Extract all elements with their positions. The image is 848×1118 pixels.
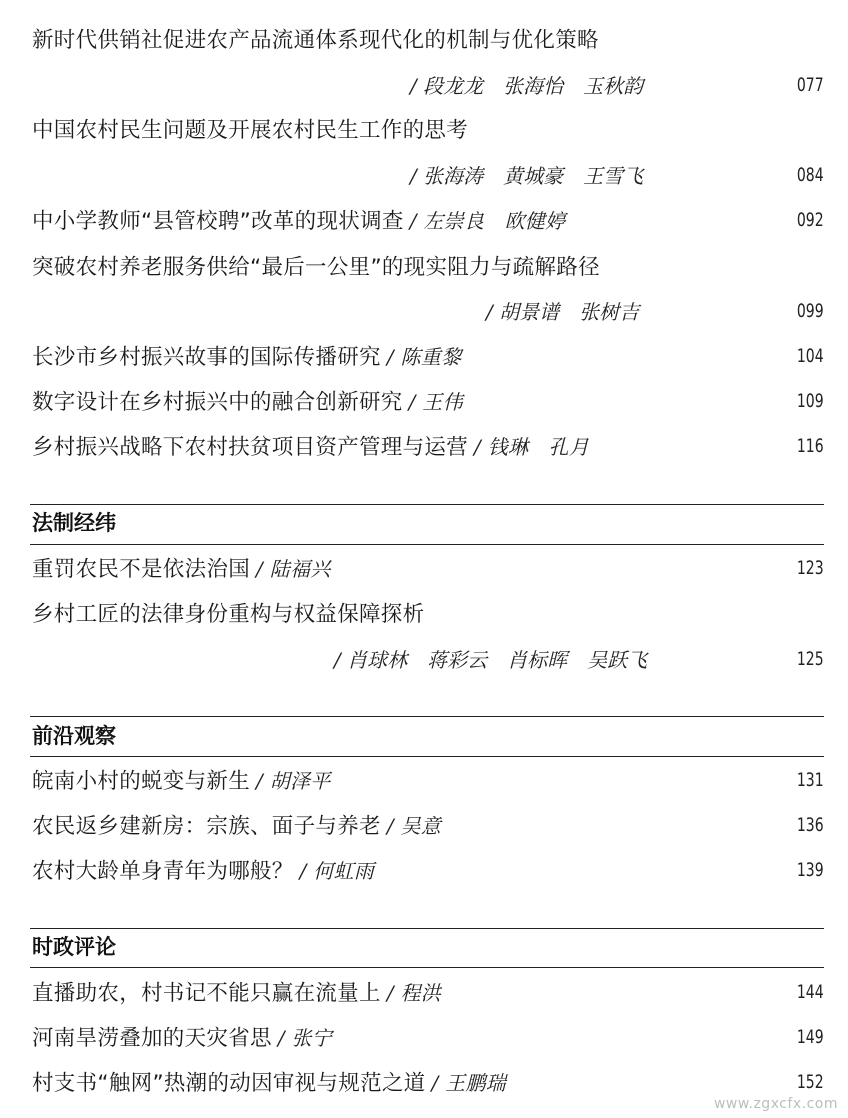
- toc-entry-page: 136: [797, 814, 824, 836]
- toc-entry-authors: / 胡景谱 张树吉: [486, 300, 640, 324]
- toc-entry-title: 皖南小村的蜕变与新生: [32, 769, 251, 794]
- toc-entry-authors: / 王鹏瑞: [431, 1071, 507, 1095]
- toc-entry-page: 084: [797, 164, 824, 186]
- toc-entry-title: 村支书“触网”热潮的动因审视与规范之道: [32, 1071, 426, 1096]
- toc-entry-title: 农村大龄单身青年为哪般？: [32, 859, 294, 884]
- toc-entry-page: 077: [797, 74, 824, 96]
- toc-entry-authors: / 陆福兴: [256, 557, 331, 581]
- toc-entry-authors: / 张海涛 黄城豪 王雪飞: [410, 164, 644, 188]
- toc-entry-title: 河南旱涝叠加的天灾省思: [32, 1026, 272, 1051]
- toc-entry-page: 125: [797, 648, 824, 670]
- section-rule-top: [30, 928, 824, 929]
- section-rule-top: [30, 716, 824, 717]
- toc-entry-title[interactable]: 中国农村民生问题及开展农村民生工作的思考: [32, 118, 469, 143]
- section-rule-bottom: [30, 967, 824, 968]
- toc-entry-line[interactable]: [32, 983, 441, 1005]
- toc-entry-page: 109: [797, 390, 824, 412]
- toc-entry-authors: / 胡泽平: [256, 769, 331, 793]
- toc-entry-title: 乡村振兴战略下农村扶贫项目资产管理与运营: [32, 435, 469, 460]
- toc-entry-authors: / 程洪: [386, 981, 442, 1005]
- toc-entry-line[interactable]: [32, 816, 441, 838]
- toc-entry-line[interactable]: [32, 347, 461, 369]
- toc-entry-line[interactable]: [32, 1073, 506, 1095]
- section-title: 前沿观察: [32, 724, 116, 748]
- toc-entry-page: 099: [797, 300, 824, 322]
- toc-entry-title[interactable]: 新时代供销社促进农产品流通体系现代化的机制与优化策略: [32, 28, 599, 53]
- watermark: www.zgxcfx.com: [713, 1096, 838, 1112]
- toc-entry-page: 131: [797, 769, 824, 791]
- toc-entry-authors: / 肖球林 蒋彩云 肖标晖 吴跃飞: [334, 648, 648, 672]
- toc-entry-line[interactable]: [32, 392, 463, 414]
- toc-entry-page: 123: [797, 557, 824, 579]
- section-title: 法制经纬: [32, 511, 116, 535]
- toc-entry-title: 数字设计在乡村振兴中的融合创新研究: [32, 390, 403, 415]
- toc-entry-authors: / 陈重黎: [386, 345, 462, 369]
- toc-entry-title: 重罚农民不是依法治国: [32, 557, 251, 582]
- toc-entry-page: 144: [797, 981, 824, 1003]
- toc-entry-line[interactable]: [32, 437, 589, 459]
- toc-entry-page: 149: [797, 1026, 824, 1048]
- toc-entry-title: 农民返乡建新房：宗族、面子与养老: [32, 814, 381, 839]
- toc-entry-page: 092: [797, 209, 824, 231]
- toc-entry-authors: / 王伟: [408, 390, 463, 414]
- section-rule-bottom: [30, 756, 824, 757]
- toc-entry-authors: / 张宁: [277, 1026, 333, 1050]
- toc-entry-page: 116: [797, 435, 824, 457]
- toc-entry-line[interactable]: [32, 559, 331, 581]
- toc-entry-authors: / 钱琳 孔月: [474, 435, 590, 459]
- toc-entry-line[interactable]: [32, 861, 374, 883]
- toc-entry-line[interactable]: [32, 771, 331, 793]
- toc-entry-authors: / 左崇良 欧健婷: [409, 209, 566, 233]
- section-rule-bottom: [30, 544, 824, 545]
- toc-entry-title[interactable]: 突破农村养老服务供给“最后一公里”的现实阻力与疏解路径: [32, 255, 600, 280]
- toc-entry-title: 长沙市乡村振兴故事的国际传播研究: [32, 345, 381, 370]
- toc-entry-authors: / 何虹雨: [299, 859, 375, 883]
- toc-entry-page: 139: [797, 859, 824, 881]
- section-rule-top: [30, 504, 824, 505]
- toc-entry-title[interactable]: 乡村工匠的法律身份重构与权益保障探析: [32, 602, 425, 627]
- section-title: 时政评论: [32, 935, 116, 959]
- toc-entry-title: 中小学教师“县管校聘”改革的现状调查: [32, 209, 404, 234]
- toc-entry-line[interactable]: [32, 1028, 332, 1050]
- toc-entry-title: 直播助农，村书记不能只赢在流量上: [32, 981, 381, 1006]
- toc-entry-line[interactable]: [32, 211, 565, 233]
- toc-entry-authors: / 段龙龙 张海怡 玉秋韵: [410, 74, 644, 98]
- toc-entry-page: 152: [797, 1071, 824, 1093]
- toc-entry-page: 104: [797, 345, 824, 367]
- toc-entry-authors: / 吴意: [386, 814, 442, 838]
